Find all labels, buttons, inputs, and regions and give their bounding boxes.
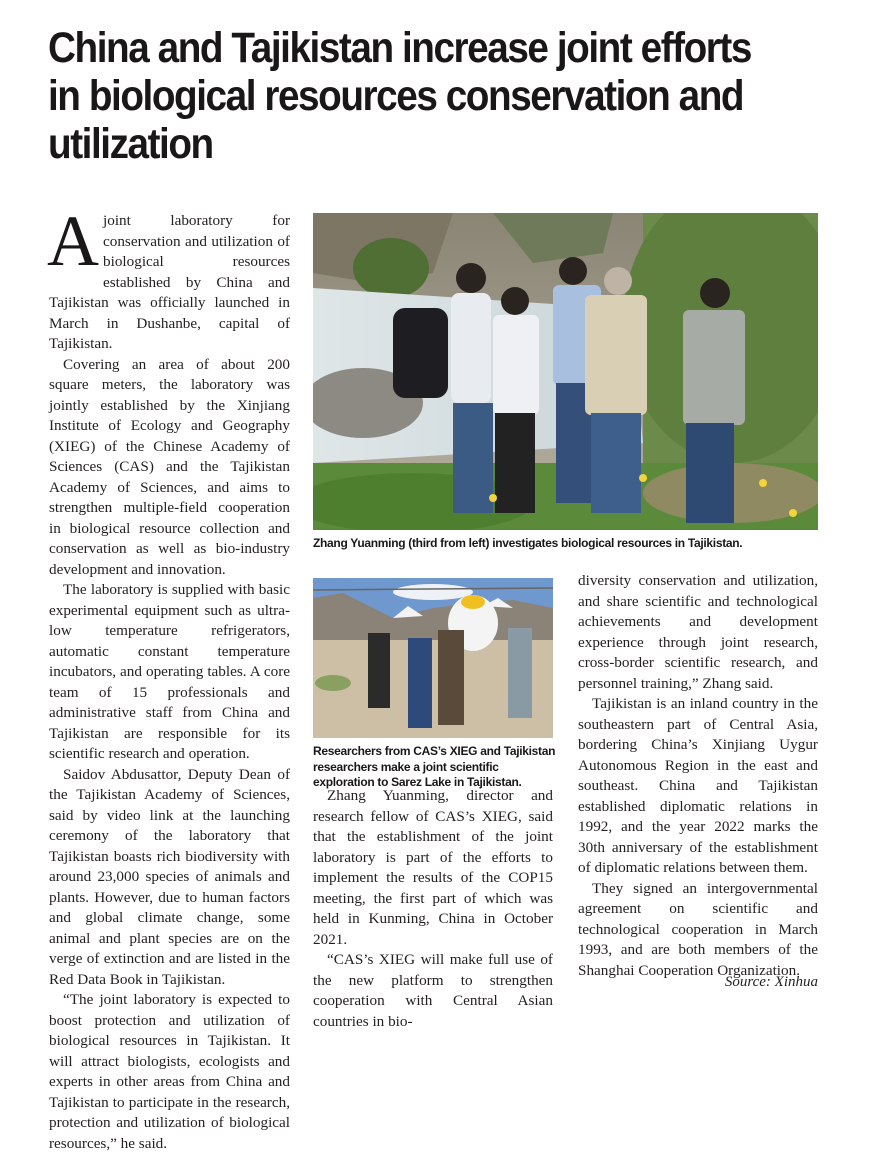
photo-river-researchers xyxy=(313,213,818,530)
photo-caption: Researchers from CAS’s XIEG and Tajikistan researchers make a joint scientific exploration to Sarez Lake in Tajikistan. xyxy=(313,744,556,789)
source-credit: Source: Xinhua xyxy=(724,974,818,990)
paragraph-intro-text: joint laboratory for conservation and utilization of biological resources established by China and Tajikistan was officially launched in March in Dushanbe, capital of Tajikistan. xyxy=(49,212,290,352)
paragraph: Saidov Abdusattor, Deputy Dean of the Tajikistan Academy of Sciences, said by video link at the launching ceremony of the laboratory that Tajikistan boasts rich biodiversity with around 23,000 species of animals and plants. However, due to human factors and global climate change, some animal and plant species are on the verge of extinction and are listed in the Red Data Book in Tajikistan. xyxy=(49,765,290,988)
column-1 xyxy=(47,201,290,1154)
photo-river-researchers-image xyxy=(313,213,818,530)
column-2 xyxy=(313,786,553,1032)
photo-caption: Zhang Yuanming (third from left) investigates biological resources in Tajikistan. xyxy=(313,536,743,550)
drop-cap: A xyxy=(47,201,99,281)
paragraph: Zhang Yuanming, director and research fellow of CAS’s XIEG, said that the establishment of the joint laboratory is part of the efforts to implement the results of the COP15 meeting, the first part of which was held in Kunming, China in October 2021. xyxy=(313,787,553,948)
paragraph: “CAS’s XIEG will make full use of the new platform to strengthen cooperation with Central Asian countries in bio- xyxy=(313,951,553,1030)
photo-helicopter-exploration-image xyxy=(313,578,553,738)
paragraph: They signed an intergovernmental agreement on scientific and technological cooperation in March 1993, and are both members of the Shanghai Cooperation Organization. xyxy=(578,879,818,979)
paragraph: The laboratory is supplied with basic experimental equipment such as ultra-low temperature refrigerators, automatic constant temperature incubators, and operating tables. A core team of 15 professionals and administrative staff from China and Tajikistan are responsible for its scientific research and operation. xyxy=(49,581,290,762)
paragraph-intro xyxy=(47,201,290,355)
column-3 xyxy=(578,571,818,981)
paragraph: diversity conservation and utilization, and share scientific and technological achievements and development experience through joint research, cross-border scientific research, and personnel training,” Zhang said. xyxy=(578,572,818,692)
photo-helicopter-exploration xyxy=(313,578,553,738)
paragraph: “The joint laboratory is expected to boost protection and utilization of biological resources in Tajikistan. It will attract biologists, ecologists and experts in other areas from China and Tajikistan to participate in the research, protection and utilization of biological resources,” he said. xyxy=(49,991,290,1152)
paragraph: Tajikistan is an inland country in the southeastern part of Central Asia, bordering China’s Xinjiang Uygur Autonomous Region in the east and southeast. China and Tajikistan established diplomatic relations in 1992, and the year 2022 marks the 30th anniversary of the establishment of diplomatic relations between them. xyxy=(578,695,818,876)
paragraph: Covering an area of about 200 square meters, the laboratory was jointly established by the Xinjiang Institute of Ecology and Geography (XIEG) of the Chinese Academy of Sciences (CAS) and the Tajikistan Academy of Sciences, and aims to strengthen multiple-field cooperation in biological resource collection and conservation as well as bio-industry development and innovation. xyxy=(49,355,290,578)
article-headline: China and Tajikistan increase joint efforts in biological resources conservation and utilization xyxy=(48,24,751,168)
